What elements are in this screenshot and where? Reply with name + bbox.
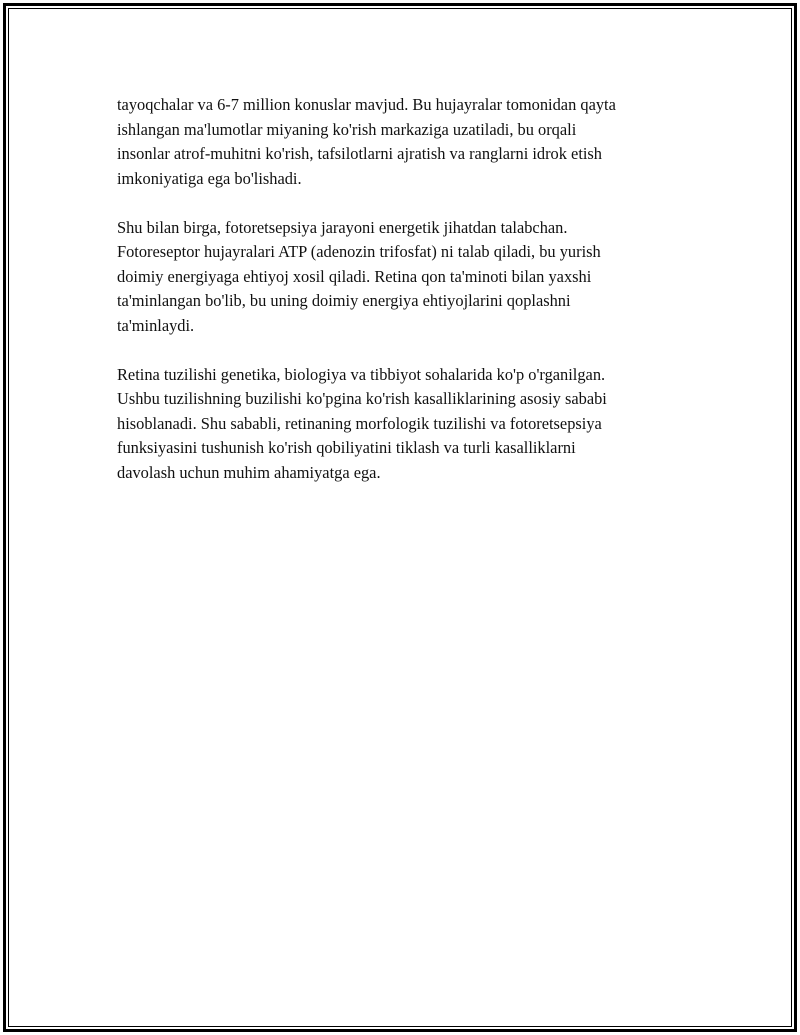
text-line: hisoblanadi. Shu sababli, retinaning morfologik tuzilishi va fotoretsepsiya [117,413,602,433]
text-line: ta'minlangan bo'lib, bu uning doimiy energiya ehtiyojlarini qoplashni [117,291,571,310]
paragraph-1 [117,93,697,191]
text-line: doimiy energiyaga ehtiyoj xosil qiladi. Retina qon ta'minoti bilan yaxshi [117,266,592,286]
text-line: Retina tuzilishi genetika, biologiya va tibbiyot sohalarida ko'p o'rganilgan. [117,364,606,384]
text-line: insonlar atrof-muhitni ko'rish, tafsilotlarni ajratish va ranglarni idrok etish [117,144,602,163]
text-line: davolash uchun muhim ahamiyatga ega. [117,462,381,482]
paragraph-3 [117,363,697,486]
text-line: tayoqchalar va 6-7 million konuslar mavjud. Bu hujayralar tomonidan qayta [117,95,616,114]
text-line: ishlangan ma'lumotlar miyaning ko'rish markaziga uzatiladi, bu orqali [117,119,577,139]
text-line: imkoniyatiga ega bo'lishadi. [117,168,302,188]
paragraph-2 [117,216,697,339]
text-line: Shu bilan birga, fotoretsepsiya jarayoni energetik jihatdan talabchan. [117,217,568,237]
text-line: Ushbu tuzilishning buzilishi ko'pgina ko'rish kasalliklarining asosiy sababi [117,389,607,408]
text-line: ta'minlaydi. [117,315,195,335]
document-body [117,93,697,510]
text-line: funksiyasini tushunish ko'rish qobiliyatini tiklash va turli kasalliklarni [117,438,576,457]
text-line: Fotoreseptor hujayralari ATP (adenozin trifosfat) ni talab qiladi, bu yurish [117,242,601,261]
